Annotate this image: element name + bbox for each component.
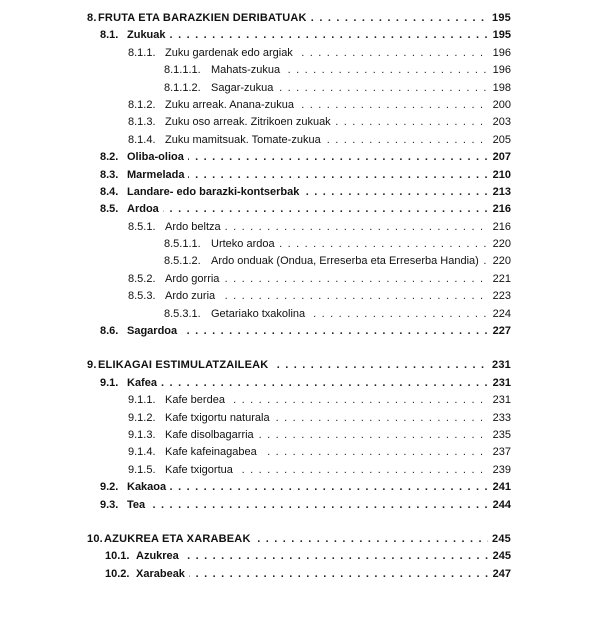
entry-page-number: 231	[488, 357, 511, 374]
entry-number: 8.6.	[100, 323, 122, 340]
toc-entry[interactable]	[0, 392, 600, 409]
dot-leader	[127, 27, 511, 44]
entry-title: Urteko ardoa	[211, 236, 279, 253]
toc-entry[interactable]	[0, 375, 600, 392]
entry-page-number: 244	[489, 497, 511, 514]
entry-page-number: 245	[488, 531, 511, 548]
entry-page-number: 231	[489, 375, 511, 392]
entry-page-number: 239	[489, 462, 511, 479]
entry-page-number: 235	[489, 427, 511, 444]
entry-page-number: 205	[489, 132, 511, 149]
entry-page-number: 210	[489, 167, 511, 184]
entry-title: Sagar-zukua	[211, 80, 277, 97]
entry-number: 10.2.	[105, 566, 133, 583]
entry-number: 8.1.4.	[128, 132, 160, 149]
entry-number: 9.3.	[100, 497, 122, 514]
toc-entry[interactable]	[0, 167, 600, 184]
section-spacer	[0, 514, 600, 531]
entry-page-number: 227	[489, 323, 511, 340]
dot-leader	[127, 201, 511, 218]
toc-entry[interactable]	[0, 80, 600, 97]
entry-number: 9.1.3.	[128, 427, 160, 444]
entry-number: 8.2.	[100, 149, 122, 166]
entry-title: Zuku oso arreak. Zitrikoen zukuak	[165, 114, 335, 131]
entry-page-number: 207	[489, 149, 511, 166]
entry-title: Kafe kafeinagabea	[165, 444, 261, 461]
toc-entry[interactable]	[0, 253, 600, 270]
entry-number: 9.1.5.	[128, 462, 160, 479]
toc-entry[interactable]	[0, 427, 600, 444]
toc-entry[interactable]	[0, 323, 600, 340]
entry-number: 10.	[87, 531, 107, 548]
toc-entry[interactable]	[0, 97, 600, 114]
entry-number: 9.1.	[100, 375, 122, 392]
entry-number: 9.1.4.	[128, 444, 160, 461]
entry-number: 9.	[87, 357, 101, 374]
toc-entry[interactable]	[0, 548, 600, 565]
toc-entry[interactable]	[0, 114, 600, 131]
entry-title: Tea	[127, 497, 149, 514]
toc-entry[interactable]	[0, 201, 600, 218]
entry-number: 8.1.1.1.	[164, 62, 205, 79]
entry-title: Ardo gorria	[165, 271, 223, 288]
toc-entry[interactable]	[0, 219, 600, 236]
entry-title: Kafe disolbagarria	[165, 427, 258, 444]
entry-title: Kafea	[127, 375, 161, 392]
dot-leader	[127, 323, 511, 340]
entry-page-number: 221	[489, 271, 511, 288]
entry-page-number: 245	[489, 548, 511, 565]
entry-page-number: 231	[489, 392, 511, 409]
entry-page-number: 223	[489, 288, 511, 305]
entry-page-number: 196	[489, 62, 511, 79]
entry-title: Ardo beltza	[165, 219, 225, 236]
entry-title: Sagardoa	[127, 323, 181, 340]
toc-entry[interactable]	[0, 288, 600, 305]
entry-page-number: 216	[489, 201, 511, 218]
toc-entry[interactable]	[0, 479, 600, 496]
entry-page-number: 195	[488, 10, 511, 27]
toc-entry[interactable]	[0, 271, 600, 288]
entry-title: Kafe berdea	[165, 392, 229, 409]
entry-title: Ardoa	[127, 201, 163, 218]
entry-title: Zuku mamitsuak. Tomate-zukua	[165, 132, 325, 149]
toc-entry[interactable]	[0, 462, 600, 479]
entry-number: 8.5.1.1.	[164, 236, 205, 253]
entry-page-number: 195	[489, 27, 511, 44]
entry-page-number: 213	[489, 184, 511, 201]
entry-number: 10.1.	[105, 548, 133, 565]
entry-page-number: 237	[489, 444, 511, 461]
entry-page-number: 216	[489, 219, 511, 236]
toc-entry[interactable]	[0, 27, 600, 44]
entry-title: Kafe txigortu naturala	[165, 410, 274, 427]
entry-title: Zukuak	[127, 27, 170, 44]
entry-number: 8.5.3.	[128, 288, 160, 305]
entry-title: FRUTA ETA BARAZKIEN DERIBATUAK	[98, 10, 311, 27]
entry-page-number: 196	[489, 45, 511, 62]
dot-leader	[127, 375, 511, 392]
toc-entry[interactable]	[0, 444, 600, 461]
entry-number: 9.1.1.	[128, 392, 160, 409]
entry-number: 8.1.1.	[128, 45, 160, 62]
dot-leader	[136, 548, 511, 565]
entry-title: Kakaoa	[127, 479, 170, 496]
toc-entry[interactable]	[0, 306, 600, 323]
entry-title: Marmelada	[127, 167, 188, 184]
entry-number: 8.5.1.	[128, 219, 160, 236]
table-of-contents	[0, 10, 600, 583]
toc-entry[interactable]	[0, 566, 600, 583]
chapter-heading[interactable]	[0, 10, 600, 27]
entry-number: 8.	[87, 10, 101, 27]
entry-title: ELIKAGAI ESTIMULATZAILEAK	[98, 357, 272, 374]
entry-number: 9.2.	[100, 479, 122, 496]
entry-title: Kafe txigortua	[165, 462, 237, 479]
toc-entry[interactable]	[0, 149, 600, 166]
entry-page-number: 200	[489, 97, 511, 114]
entry-title: Zuku gardenak edo argiak	[165, 45, 297, 62]
entry-number: 8.1.1.2.	[164, 80, 205, 97]
toc-entry[interactable]	[0, 62, 600, 79]
dot-leader	[127, 479, 511, 496]
chapter-heading[interactable]	[0, 531, 600, 548]
entry-number: 8.4.	[100, 184, 122, 201]
entry-title: Getariako txakolina	[211, 306, 309, 323]
entry-number: 8.1.2.	[128, 97, 160, 114]
dot-leader	[136, 566, 511, 583]
toc-entry[interactable]	[0, 410, 600, 427]
entry-page-number: 224	[489, 306, 511, 323]
toc-entry[interactable]	[0, 45, 600, 62]
entry-title: Ardo onduak (Ondua, Erreserba eta Erreserba Handia)	[211, 253, 483, 270]
entry-number: 8.5.3.1.	[164, 306, 205, 323]
toc-entry[interactable]	[0, 184, 600, 201]
entry-number: 8.5.2.	[128, 271, 160, 288]
entry-number: 8.1.3.	[128, 114, 160, 131]
entry-page-number: 220	[489, 236, 511, 253]
dot-leader	[127, 497, 511, 514]
entry-number: 8.5.	[100, 201, 122, 218]
entry-title: AZUKREA ETA XARABEAK	[104, 531, 255, 548]
entry-number: 8.5.1.2.	[164, 253, 205, 270]
entry-number: 8.3.	[100, 167, 122, 184]
section-spacer	[0, 340, 600, 357]
entry-page-number: 247	[489, 566, 511, 583]
entry-title: Xarabeak	[136, 566, 189, 583]
entry-page-number: 203	[489, 114, 511, 131]
entry-number: 9.1.2.	[128, 410, 160, 427]
entry-title: Zuku arreak. Anana-zukua	[165, 97, 298, 114]
entry-number: 8.1.	[100, 27, 122, 44]
entry-title: Oliba-olioa	[127, 149, 188, 166]
entry-title: Mahats-zukua	[211, 62, 284, 79]
toc-entry[interactable]	[0, 132, 600, 149]
entry-page-number: 233	[489, 410, 511, 427]
toc-entry[interactable]	[0, 236, 600, 253]
entry-page-number: 241	[489, 479, 511, 496]
entry-title: Ardo zuria	[165, 288, 219, 305]
toc-entry[interactable]	[0, 497, 600, 514]
entry-title: Azukrea	[136, 548, 183, 565]
entry-page-number: 220	[489, 253, 511, 270]
entry-title: Landare- edo barazki-kontserbak	[127, 184, 303, 201]
entry-page-number: 198	[489, 80, 511, 97]
chapter-heading[interactable]	[0, 357, 600, 374]
